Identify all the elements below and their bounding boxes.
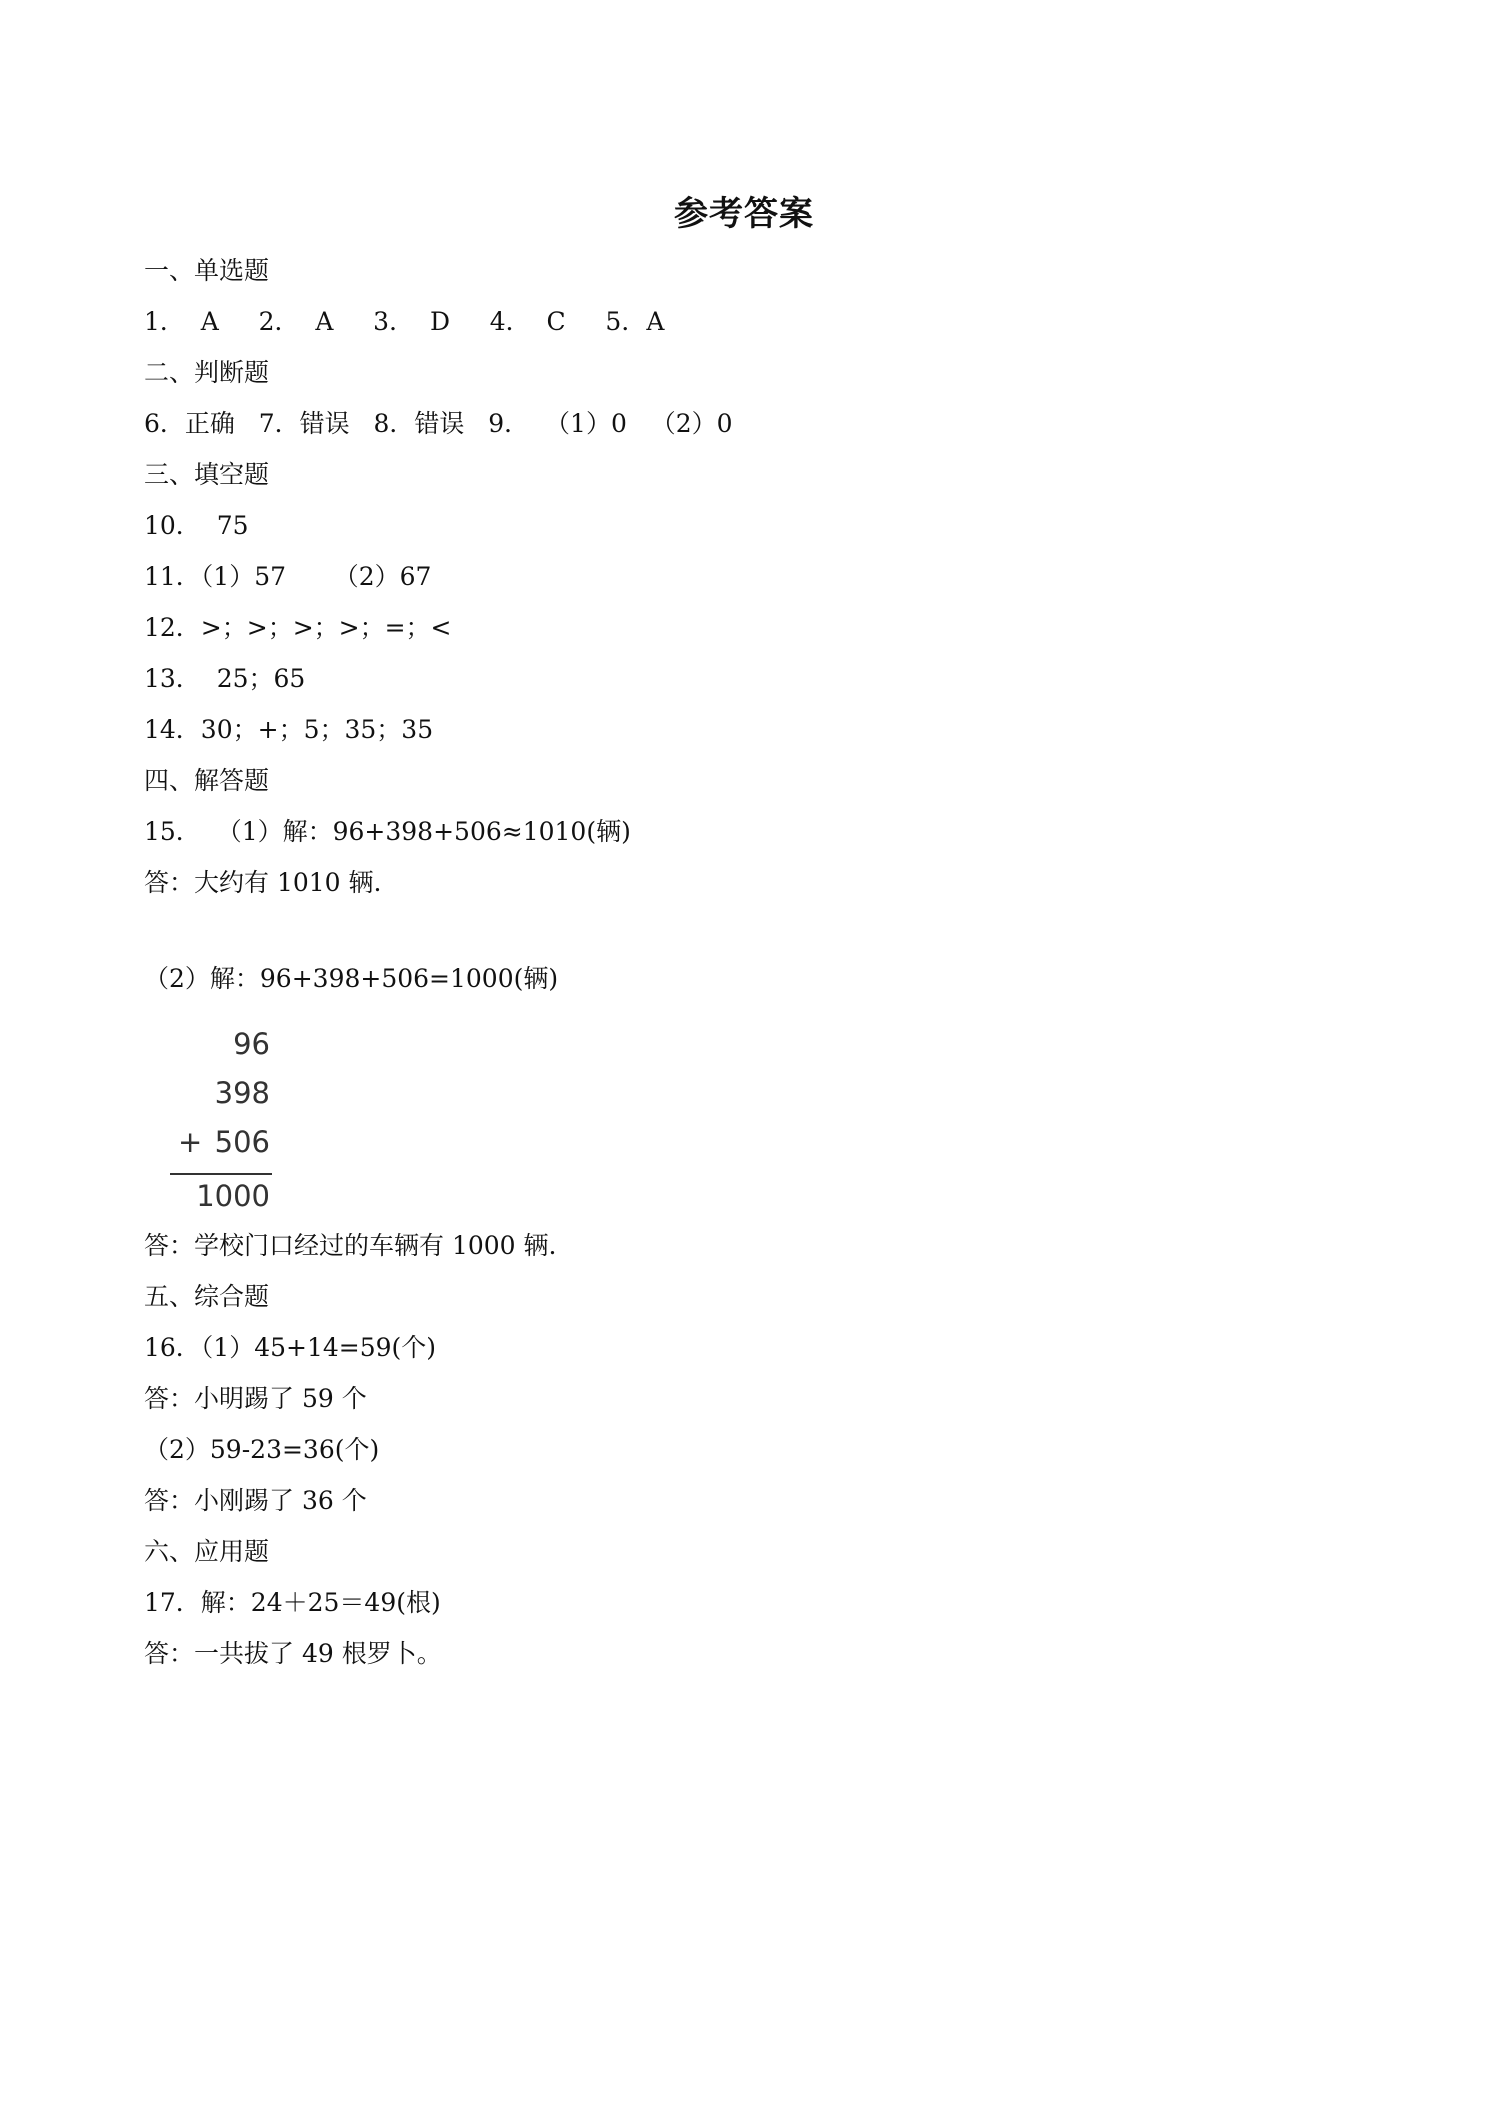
section-heading-application: 六、应用题	[144, 1537, 270, 1566]
answer-line-15-1-conclusion: 答：大约有 1010 辆.	[144, 868, 382, 897]
answer-line-15-1: 15． （1）解：96+398+506≈1010(辆)	[144, 817, 631, 846]
answer-line-15-2-conclusion: 答：学校门口经过的车辆有 1000 辆.	[144, 1231, 557, 1260]
section-heading-single-choice: 一、单选题	[144, 256, 270, 285]
answer-line-10: 10． 75	[144, 511, 249, 540]
answer-line-15-2: （2）解：96+398+506=1000(辆)	[144, 964, 559, 993]
calc-addend-2: 398	[214, 1076, 270, 1110]
answer-line-12: 12．>；>；>；>；=；<	[144, 613, 452, 642]
calc-plus-sign: +	[178, 1125, 203, 1159]
calc-addend-3: 506	[214, 1125, 270, 1159]
answer-line-16-2: （2）59-23=36(个)	[144, 1435, 380, 1464]
calc-sum-line	[170, 1173, 272, 1175]
section-heading-fill-blank: 三、填空题	[144, 460, 270, 489]
section-heading-comprehensive: 五、综合题	[144, 1282, 270, 1311]
calc-result: 1000	[196, 1179, 270, 1213]
page-title: 参考答案	[674, 194, 814, 234]
answer-line-13: 13． 25；65	[144, 664, 306, 693]
answer-line-17-conclusion: 答：一共拔了 49 根罗卜。	[144, 1639, 442, 1668]
answer-line-16-1: 16．（1）45+14=59(个)	[144, 1333, 437, 1362]
answer-line-1-5: 1． A 2． A 3． D 4． C 5．A	[144, 307, 665, 336]
answer-line-11: 11．（1）57 （2）67	[144, 562, 432, 591]
section-heading-solve: 四、解答题	[144, 766, 270, 795]
answer-line-14: 14．30；+；5；35；35	[144, 715, 434, 744]
answer-line-17: 17．解：24＋25＝49(根)	[144, 1588, 441, 1617]
section-heading-true-false: 二、判断题	[144, 358, 270, 387]
calc-addend-1: 96	[233, 1027, 270, 1061]
answer-line-16-2-conclusion: 答：小刚踢了 36 个	[144, 1486, 367, 1515]
answer-line-6-9: 6．正确 7．错误 8．错误 9． （1）0 （2）0	[144, 409, 733, 438]
answer-line-16-1-conclusion: 答：小明踢了 59 个	[144, 1384, 367, 1413]
